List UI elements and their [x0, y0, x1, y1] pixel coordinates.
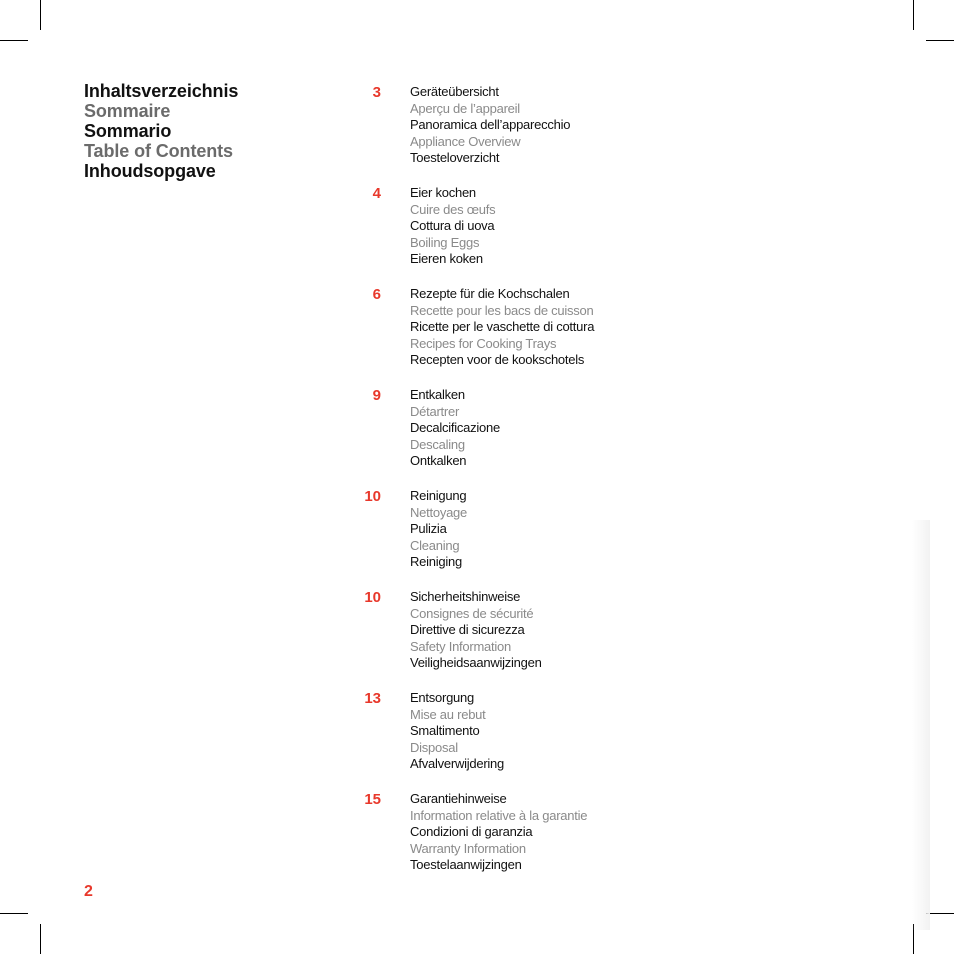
crop-mark [40, 924, 41, 954]
entry-label-nl: Toestelaanwijzingen [410, 857, 522, 873]
entry-label-it: Direttive di sicurezza [410, 622, 525, 638]
entry-label-en: Cleaning [410, 537, 460, 553]
entry-label-nl: Recepten voor de kookschotels [410, 352, 585, 368]
toc-title: Sommario [84, 121, 172, 141]
entry-label-nl: Ontkalken [410, 453, 467, 469]
entry-label-en: Safety Information [410, 638, 511, 654]
toc-entry[interactable] [340, 387, 760, 488]
crop-mark [926, 40, 954, 41]
entry-label-en: Warranty Information [410, 840, 526, 856]
entry-label-de: Geräteübersicht [410, 84, 499, 99]
entry-label-fr: Aperçu de l’appareil [410, 100, 520, 116]
toc-heading [84, 81, 238, 181]
entry-label-de: Eier kochen [410, 185, 476, 200]
entry-label-nl: Reiniging [410, 554, 462, 570]
page-number: 2 [84, 883, 93, 900]
entry-label-it: Cottura di uova [410, 218, 495, 234]
entry-page-number: 3 [372, 84, 381, 101]
entry-label-de: Entsorgung [410, 690, 474, 705]
entry-page-number: 10 [364, 488, 381, 505]
entry-label-it: Decalcificazione [410, 420, 500, 436]
entry-label-it: Smaltimento [410, 723, 480, 739]
entry-page-number: 15 [364, 791, 381, 808]
entry-label-en: Descaling [410, 436, 465, 452]
crop-mark [40, 0, 41, 30]
entry-label-it: Ricette per le vaschette di cottura [410, 319, 595, 335]
toc-entry[interactable] [340, 791, 760, 892]
entry-label-de: Reinigung [410, 488, 467, 503]
crop-mark [0, 913, 28, 914]
toc-entry[interactable] [340, 690, 760, 791]
toc-title: Inhaltsverzeichnis [84, 81, 239, 101]
entry-label-nl: Afvalverwijdering [410, 756, 505, 772]
entry-label-fr: Mise au rebut [410, 706, 486, 722]
toc-entry[interactable] [340, 488, 760, 589]
entry-page-number: 6 [372, 286, 381, 303]
entry-label-de: Entkalken [410, 387, 465, 402]
entry-page-number: 9 [372, 387, 381, 404]
entry-page-number: 10 [364, 589, 381, 606]
entry-label-en: Disposal [410, 739, 458, 755]
entry-label-en: Recipes for Cooking Trays [410, 335, 557, 351]
entry-label-fr: Nettoyage [410, 504, 468, 520]
entry-label-fr: Consignes de sécurité [410, 605, 534, 621]
entry-label-fr: Recette pour les bacs de cuisson [410, 302, 594, 318]
entry-page-number: 4 [372, 185, 381, 202]
toc-title: Inhoudsopgave [84, 161, 216, 181]
toc-entry[interactable] [340, 286, 760, 387]
entry-label-fr: Cuire des œufs [410, 201, 496, 217]
entry-label-de: Rezepte für die Kochschalen [410, 286, 570, 301]
entry-label-nl: Veiligheidsaanwijzingen [410, 655, 542, 671]
page-edge-shade [912, 520, 930, 930]
entry-label-de: Garantiehinweise [410, 791, 507, 806]
crop-mark [0, 40, 28, 41]
toc-entry[interactable] [340, 185, 760, 286]
entry-label-nl: Eieren koken [410, 251, 483, 267]
entry-label-nl: Toesteloverzicht [410, 150, 500, 166]
entry-label-it: Pulizia [410, 521, 447, 537]
entry-label-en: Appliance Overview [410, 133, 521, 149]
toc-title: Table of Contents [84, 141, 233, 161]
crop-mark [926, 913, 954, 914]
entry-label-it: Condizioni di garanzia [410, 824, 533, 840]
toc-entry[interactable] [340, 589, 760, 690]
entry-label-fr: Information relative à la garantie [410, 807, 588, 823]
entry-label-en: Boiling Eggs [410, 234, 480, 250]
toc-title: Sommaire [84, 101, 171, 121]
entry-page-number: 13 [364, 690, 381, 707]
entry-label-it: Panoramica dell’apparecchio [410, 117, 571, 133]
entry-label-de: Sicherheitshinweise [410, 589, 521, 604]
toc-entries [340, 84, 760, 892]
entry-label-fr: Détartrer [410, 403, 460, 419]
toc-entry[interactable] [340, 84, 760, 185]
crop-mark [913, 0, 914, 30]
